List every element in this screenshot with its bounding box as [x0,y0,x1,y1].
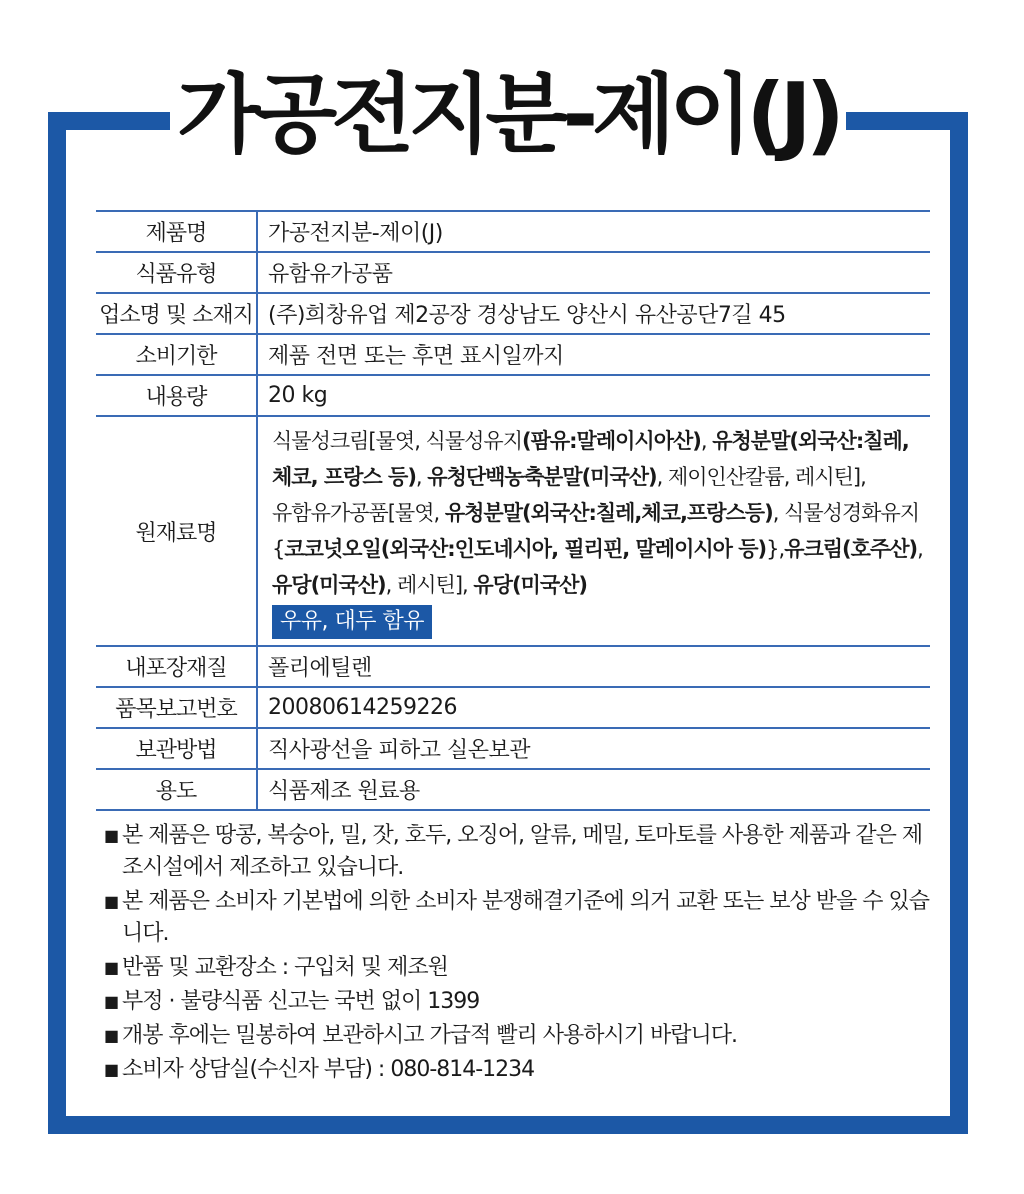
ingredient-segment: 유청분말(외국산:칠레,체코,프랑스등) [444,501,773,525]
info-row [96,252,930,293]
info-row [96,375,930,416]
notice-item [104,986,934,1018]
notice-text: 개봉 후에는 밀봉하여 보관하시고 가급적 빨리 사용하시기 바랍니다. [122,1023,738,1048]
notice-item [104,1020,934,1052]
ingredients-text [272,423,924,603]
bullet-square-icon: ■ [104,992,119,1011]
ingredient-segment: , [700,429,713,453]
row-value: 식품제조 원료용 [257,769,930,810]
ingredient-segment: 코코넛오일(외국산:인도네시아, 필리핀, 말레이시아 등) [284,537,767,561]
notice-text: 부정 · 불량식품 신고는 국번 없이 1399 [122,989,480,1014]
row-label: 용도 [96,769,257,810]
allergen-badge: 우유, 대두 함유 [272,605,432,639]
ingredient-segment: , 레시틴], [385,573,474,597]
ingredients-label: 원재료명 [96,416,257,646]
row-value: 폴리에틸렌 [257,646,930,687]
ingredient-segment: , 식물성경화유지{ [272,501,920,561]
bullet-square-icon: ■ [104,1026,119,1045]
info-row [96,769,930,810]
row-value: 유함유가공품 [257,252,930,293]
notice-item [104,1054,934,1086]
notice-item [104,820,934,884]
row-label: 내포장재질 [96,646,257,687]
row-label: 품목보고번호 [96,687,257,728]
notices-list [104,820,934,1088]
bullet-square-icon: ■ [104,1060,119,1079]
info-row [96,728,930,769]
ingredient-segment: (팜유:말레이시아산) [521,429,701,453]
row-label: 업소명 및 소재지 [96,293,257,334]
ingredients-value [257,416,930,646]
notice-text: 본 제품은 소비자 기본법에 의한 소비자 분쟁해결기준에 의거 교환 또는 보상 받을 수 있습니다. [122,889,929,946]
ingredient-segment: , [415,465,428,489]
row-value: 직사광선을 피하고 실온보관 [257,728,930,769]
ingredient-segment: 유당(미국산) [272,573,386,597]
row-value: 20 kg [257,375,930,416]
bullet-square-icon: ■ [104,958,119,977]
notice-text: 반품 및 교환장소 : 구입처 및 제조원 [122,955,448,980]
row-label: 내용량 [96,375,257,416]
ingredient-segment: }, [766,537,785,561]
notice-item [104,952,934,984]
row-value: (주)희창유업 제2공장 경상남도 양산시 유산공단7길 45 [257,293,930,334]
ingredients-row [96,416,930,646]
row-label: 소비기한 [96,334,257,375]
row-label: 보관방법 [96,728,257,769]
info-row [96,211,930,252]
frame-top-right [846,112,968,130]
ingredient-segment: 식물성크림[물엿, 식물성유지 [272,429,522,453]
bullet-square-icon: ■ [104,826,119,845]
info-row [96,687,930,728]
notice-text: 본 제품은 땅콩, 복숭아, 밀, 잣, 호두, 오징어, 알류, 메밀, 토마토를 사용한 제품과 같은 제조시설에서 제조하고 있습니다. [122,823,923,880]
ingredient-segment: 유청분말(외국산:칠레, 체코, 프랑스 등) [272,429,909,489]
frame-top-left [48,112,170,130]
bullet-square-icon: ■ [104,892,119,911]
info-row [96,334,930,375]
product-title: 가공전지분-제이(J) [177,65,839,165]
row-value: 20080614259226 [257,687,930,728]
ingredient-segment: , 제이인산칼륨, 레시틴], 유함유가공품[물엿, [272,465,866,525]
ingredient-segment: 유크림(호주산) [784,537,918,561]
ingredient-segment: , [917,537,923,561]
product-info-table [96,210,930,811]
row-value: 제품 전면 또는 후면 표시일까지 [257,334,930,375]
info-row [96,646,930,687]
ingredient-segment: 유당(미국산) [473,573,588,597]
row-label: 제품명 [96,211,257,252]
notice-item [104,886,934,950]
info-row [96,293,930,334]
row-label: 식품유형 [96,252,257,293]
ingredient-segment: 유청단백농축분말(미국산) [427,465,657,489]
notice-text: 소비자 상담실(수신자 부담) : 080-814-1234 [122,1057,535,1082]
row-value: 가공전지분-제이(J) [257,211,930,252]
